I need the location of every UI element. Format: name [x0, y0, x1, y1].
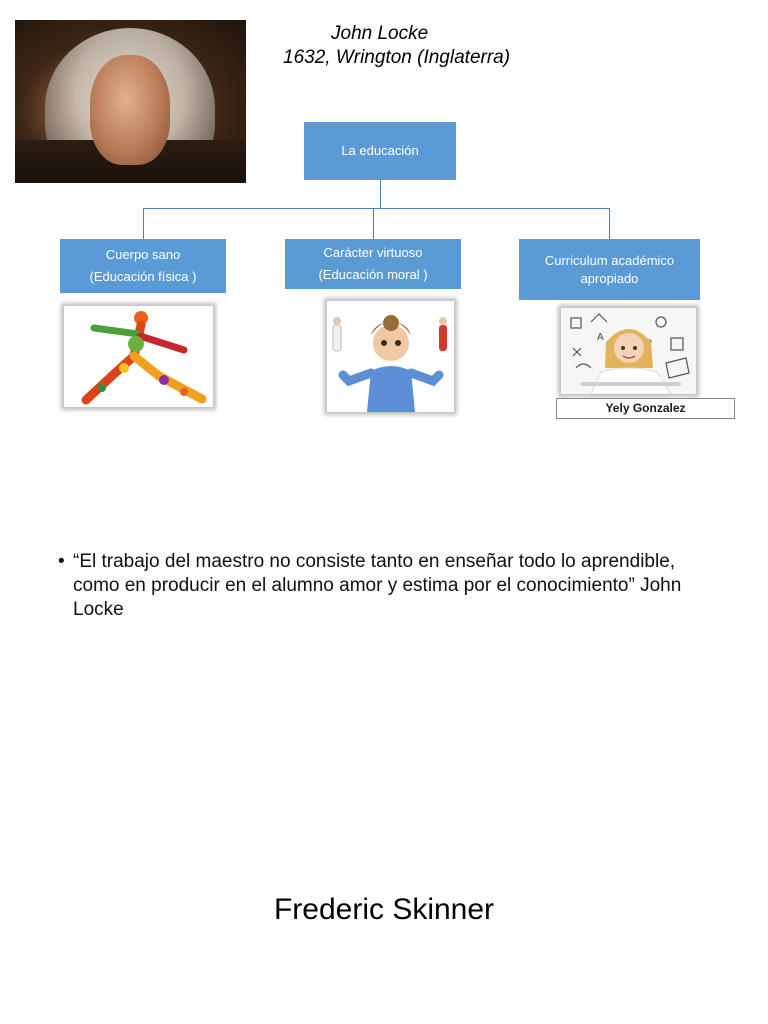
yoga-pose-image [64, 306, 213, 407]
connector-horizontal [143, 208, 610, 209]
diagram-child-box-cuerpo [60, 239, 226, 293]
child-label-line2: (Educación moral ) [318, 267, 428, 282]
diagram-child-box-caracter [285, 239, 461, 289]
image-caption: Yely Gonzalez [556, 398, 735, 419]
quote-text: “El trabajo del maestro no consiste tanto en enseñar todo lo aprendible, como en producir en el alumno amor y estima por el conocimiento” John Locke [73, 551, 682, 620]
shrugging-girl-image [327, 301, 454, 412]
section-title: Frederic Skinner [273, 893, 495, 926]
connector-child1 [143, 208, 144, 239]
diagram-root-label: La educación [341, 142, 419, 158]
john-locke-portrait [15, 20, 246, 183]
connector-child3 [609, 208, 610, 239]
diagram-root-box [304, 122, 456, 180]
child-label-line1: Curriculum académico [544, 252, 675, 268]
child-label-line1: Carácter virtuoso [323, 244, 423, 260]
child-label-line1: Cuerpo sano [105, 246, 181, 262]
svg-text:A: A [597, 332, 604, 343]
connector-root-down [380, 180, 381, 209]
connector-child2 [373, 208, 374, 239]
girl-thinking-image [561, 308, 696, 394]
child-label-line2: (Educación física ) [89, 269, 197, 284]
person-name: John Locke [331, 23, 429, 44]
diagram-child-box-curriculum [519, 239, 700, 300]
bullet-marker: • [58, 551, 65, 572]
birth-info: 1632, Wrington (Inglaterra) [283, 47, 511, 68]
child-label-line2: apropiado [580, 270, 639, 286]
quote-bullet-item [58, 550, 698, 622]
